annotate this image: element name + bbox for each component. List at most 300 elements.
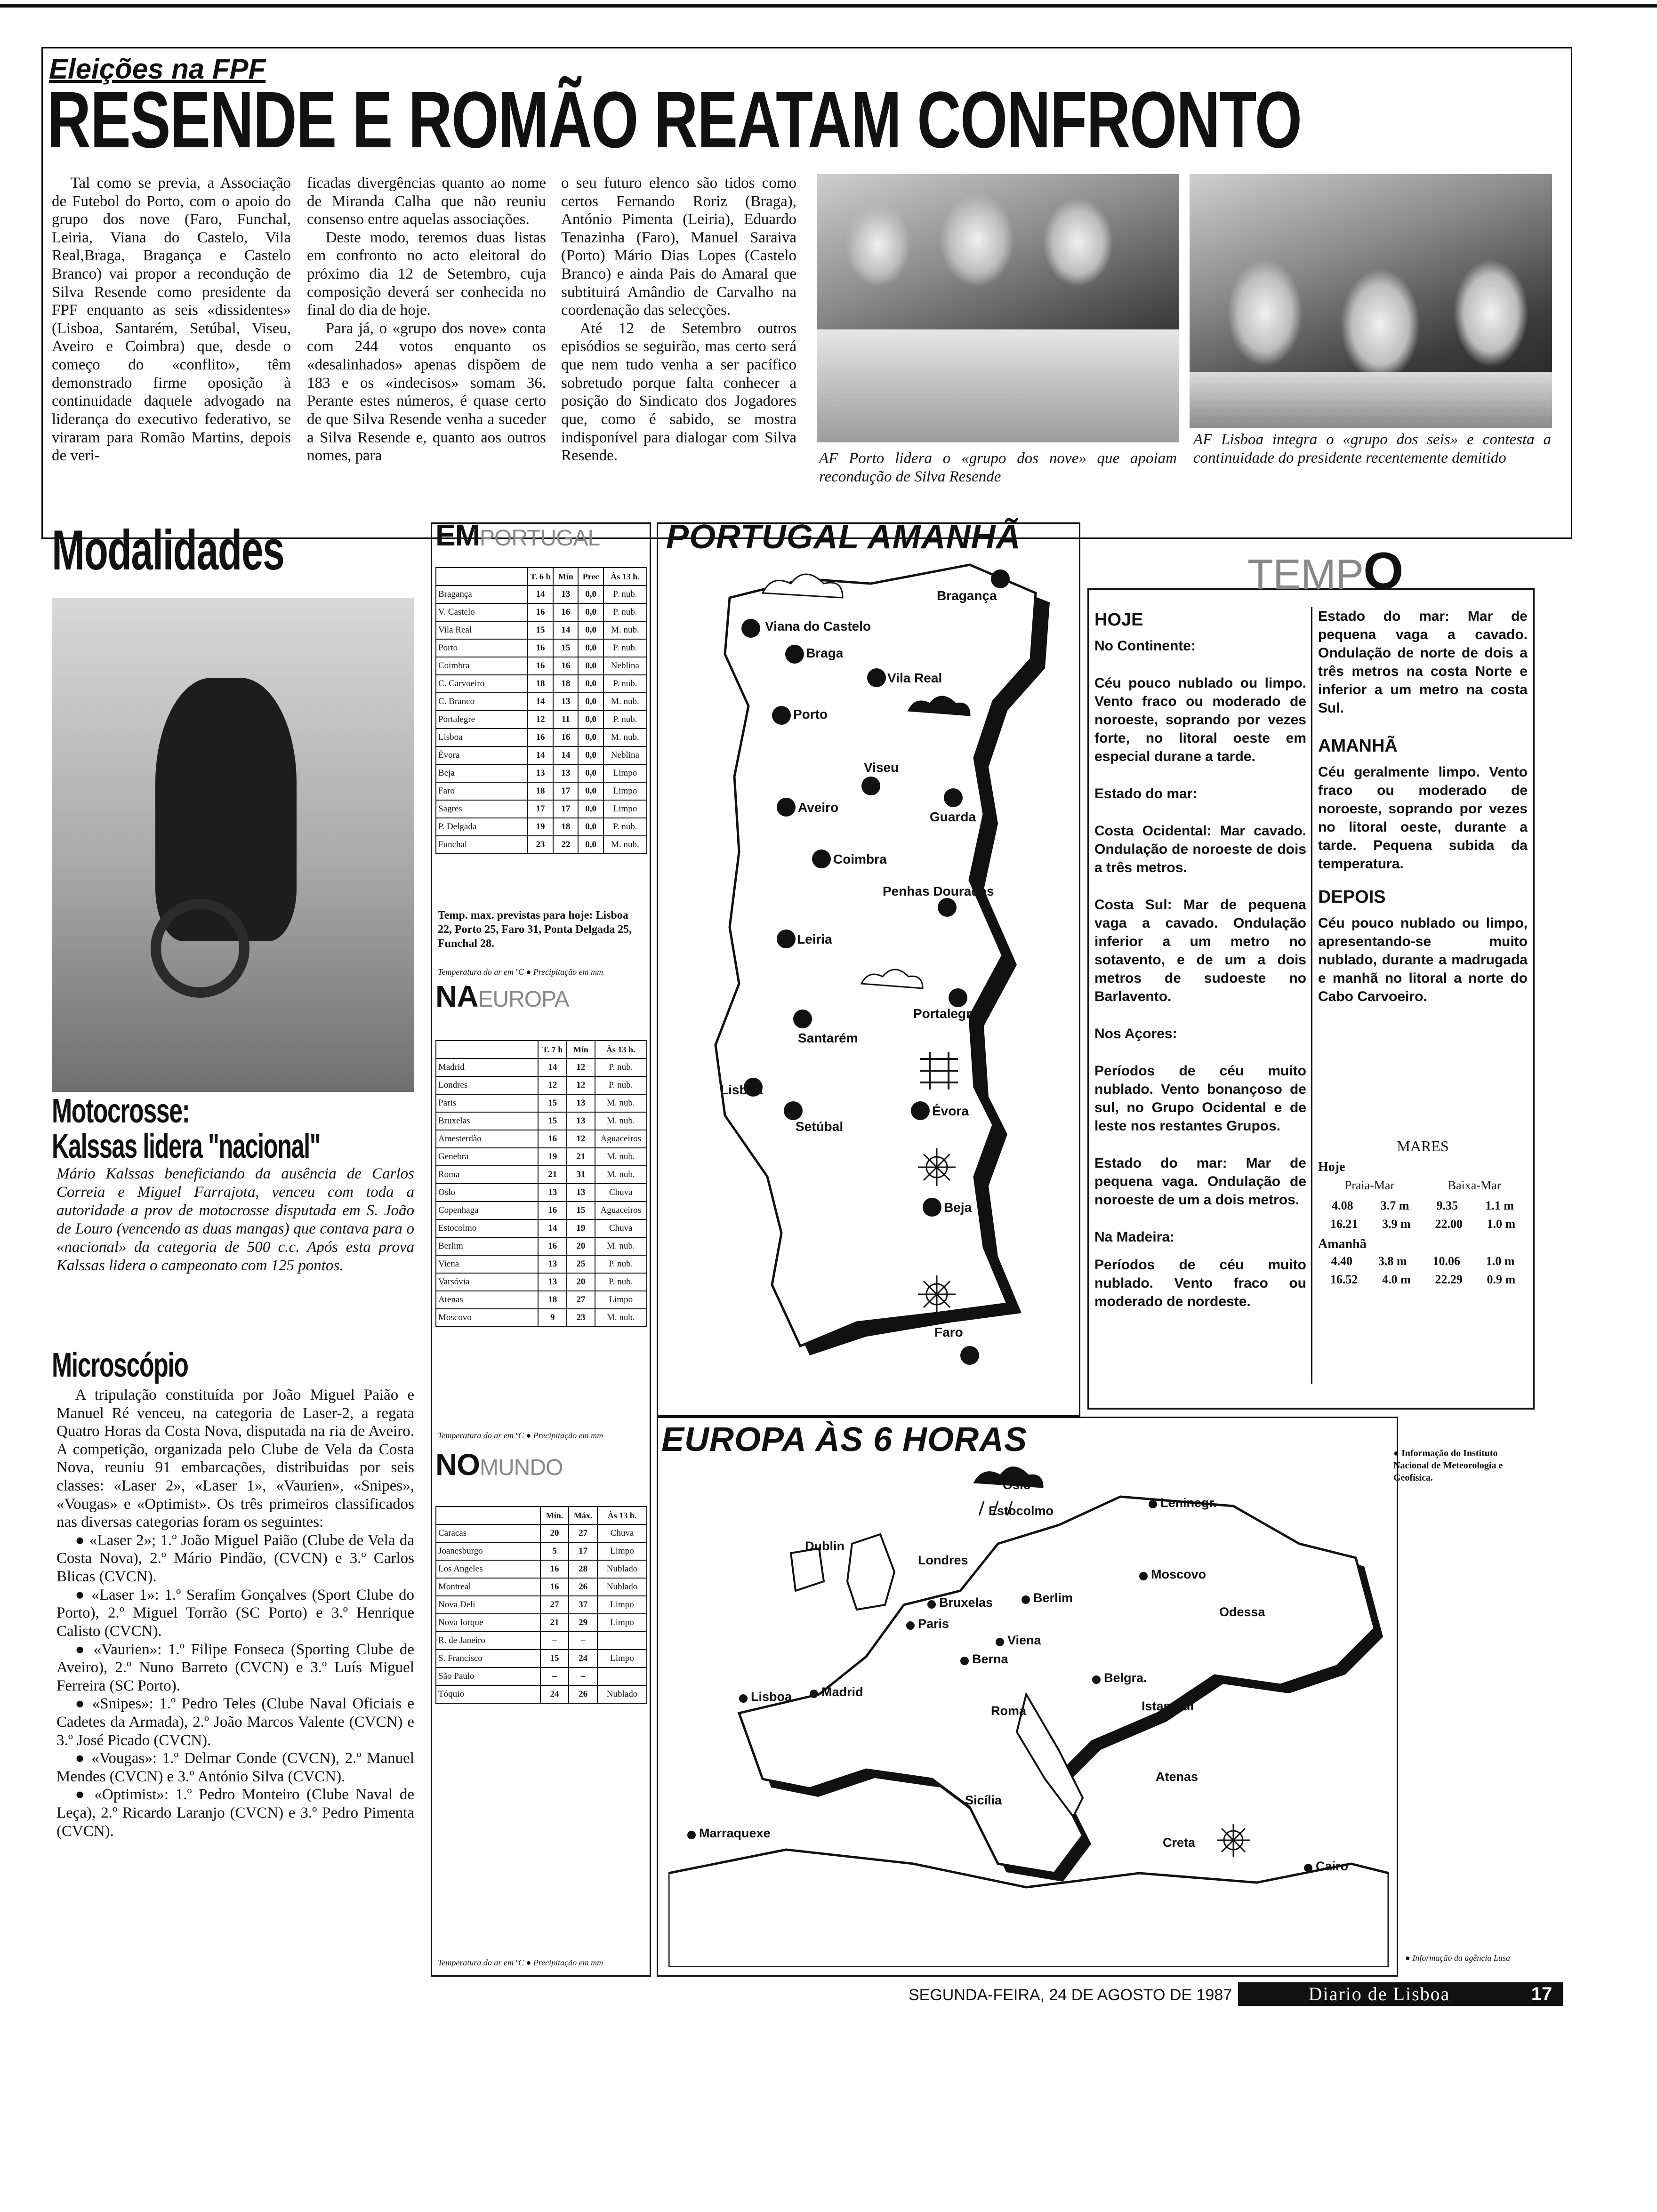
city-portalegre: Portalegre [913, 1006, 979, 1021]
motocrosse-title-1: Motocrosse: [52, 1092, 190, 1130]
city-santarem: Santarém [798, 1031, 858, 1045]
table-cell-city: Porto [436, 639, 528, 657]
eu-dot-madrid [810, 1690, 818, 1698]
table-portugal-header-cell: Prec [578, 568, 603, 585]
city-dot-viseu [861, 777, 880, 795]
city-viseu: Viseu [864, 760, 899, 775]
table-cell: 13 [567, 1112, 595, 1130]
city-dot-guarda [944, 788, 963, 807]
table-cell: Limpo [597, 1614, 647, 1632]
table-cell: Limpo [597, 1542, 647, 1560]
table-row [436, 1219, 647, 1237]
table-cell: M. nub. [595, 1112, 647, 1130]
table-row [436, 1130, 647, 1148]
table-row [436, 1650, 647, 1667]
table-cell: 25 [567, 1255, 595, 1273]
footer-masthead: Diario de Lisboa [1238, 1982, 1520, 2006]
table-cell-city: R. de Janeiro [436, 1632, 540, 1650]
article-col-3b: Até 12 de Setembro outros episódios se seguirão, mas certo será que nem tudo venha a ser pacífico sobretudo porque falta conhecer a posição do Sindicato dos Jogadores que, como é sabido, se mostra indisponível para dialogar com Silva Resende. [561, 320, 796, 465]
city-dot-vila-real [867, 668, 886, 687]
table-mundo-header-cell: Mín. [540, 1507, 569, 1524]
table-cell: 16 [553, 657, 578, 675]
table-cell: 14 [553, 746, 578, 764]
table-cell: P. nub. [595, 1076, 647, 1094]
mares-value: 22.29 [1435, 1273, 1463, 1286]
table-cell: 13 [538, 1255, 567, 1273]
table-cell: 0,0 [578, 603, 603, 621]
mares-baixa-mar: Baixa-Mar [1448, 1178, 1501, 1192]
table-cell: 0,0 [578, 621, 603, 639]
uk-island [847, 1534, 894, 1610]
table-cell-city: Atenas [436, 1291, 538, 1309]
ireland-island [791, 1548, 824, 1591]
table-row [436, 1524, 647, 1542]
table-cell: M. nub. [595, 1148, 647, 1166]
mares-value: 3.9 m [1382, 1217, 1411, 1231]
city-dot-penhas [938, 898, 957, 917]
table-cell: 0,0 [578, 693, 603, 711]
article-col-2a: ficadas divergências quanto ao nome de Miranda Calha que não reuniu consenso entre aquelas associações. [307, 175, 546, 228]
table-cell: P. nub. [603, 639, 647, 657]
table-row [436, 818, 647, 836]
table-cell: 0,0 [578, 746, 603, 764]
table-cell: 14 [538, 1058, 567, 1076]
table-cell-city: Sagres [436, 800, 528, 818]
table-cell-city: Bragança [436, 585, 528, 603]
photo-af-lisboa [1190, 174, 1552, 428]
table-europa-title [435, 979, 569, 1014]
tempo-title [1247, 541, 1403, 601]
table-europa-header [436, 1041, 647, 1058]
table-cell: 17 [569, 1542, 597, 1560]
tempo-continente-label: No Continente: [1094, 638, 1196, 654]
eu-city-cairo: Cairo [1316, 1859, 1349, 1873]
mares-block [1318, 1138, 1528, 1289]
table-cell: M. nub. [595, 1094, 647, 1112]
table-cell: Limpo [603, 764, 647, 782]
table-cell: Chuva [595, 1219, 647, 1237]
table-cell-city: Joanesburgo [436, 1542, 540, 1560]
table-row [436, 1148, 647, 1166]
motocrosse-title-2: Kalssas lidera "nacional" [52, 1128, 321, 1165]
table-cell: 0,0 [578, 675, 603, 693]
table-cell: 14 [538, 1219, 567, 1237]
table-cell: 24 [540, 1685, 569, 1703]
table-mundo-header [436, 1507, 647, 1524]
table-portugal-title-b: PORTUGAL [480, 526, 600, 551]
eu-dot-paris [906, 1621, 915, 1630]
table-portugal-header-cell: Mín [553, 568, 578, 585]
table-cell: Neblina [603, 746, 647, 764]
table-cell: 12 [538, 1076, 567, 1094]
mares-value: 16.52 [1330, 1273, 1358, 1286]
eu-dot-berna [960, 1657, 969, 1665]
mares-row [1318, 1196, 1528, 1215]
table-cell-city: Londres [436, 1076, 538, 1094]
table-cell: 16 [553, 729, 578, 746]
table-cell-city: Coimbra [436, 657, 528, 675]
table-cell: 12 [567, 1076, 595, 1094]
table-cell: 20 [567, 1237, 595, 1255]
table-europa-header-cell: Mín [567, 1041, 595, 1058]
portugal-map [659, 560, 1078, 1407]
table-row [436, 1291, 647, 1309]
table-portugal-header [436, 568, 647, 585]
mares-hoje-label: Hoje [1318, 1160, 1345, 1174]
table-cell: Chuva [597, 1524, 647, 1542]
table-cell: 27 [569, 1524, 597, 1542]
table-cell: 16 [538, 1130, 567, 1148]
table-cell: 13 [538, 1184, 567, 1202]
table-europa [435, 1040, 647, 1327]
table-portugal-body [436, 585, 647, 854]
eu-dot-viena [996, 1638, 1004, 1646]
city-lisboa: Lisboa [720, 1082, 763, 1097]
table-cell-city: C. Carvoeiro [436, 675, 528, 693]
tempo-title-b: O [1363, 542, 1403, 600]
table-cell-city: Faro [436, 782, 528, 800]
table-cell: 26 [569, 1578, 597, 1596]
table-cell: 21 [540, 1614, 569, 1632]
table-cell-city: Moscovo [436, 1309, 538, 1327]
table-cell: P. nub. [603, 603, 647, 621]
table-cell: 18 [528, 782, 554, 800]
table-cell: 12 [567, 1058, 595, 1076]
table-row [436, 1255, 647, 1273]
table-cell: Aguaceiros [595, 1130, 647, 1148]
table-europa-footnote: Temperatura do ar em ºC ● Precipitação em mm [438, 1431, 603, 1440]
table-cell: 13 [553, 585, 578, 603]
tempo-continente-text: Céu pouco nublado ou limpo. Vento fraco ou moderado de noroeste, soprando por vezes forte, no litoral oeste em especial durane a tarde. [1094, 675, 1306, 764]
table-europa-header-cell: T. 7 h [538, 1041, 567, 1058]
table-cell: 9 [538, 1309, 567, 1327]
table-cell: P. nub. [603, 711, 647, 729]
city-vila-real: Vila Real [887, 671, 942, 685]
table-cell: 16 [538, 1202, 567, 1219]
eu-city-belgrado: Belgra. [1104, 1671, 1147, 1685]
table-row [436, 836, 647, 854]
cloud-icon [763, 574, 843, 598]
eu-city-madrid: Madrid [821, 1685, 863, 1699]
table-cell [597, 1667, 647, 1685]
result-vaurien: ● «Vaurien»: 1.º Filipe Fonseca (Sporting Clube de Aveiro), 2.º Nuno Barreto (CVCN) e 3.º Luís Miguel Ferreira (SC Porto). [56, 1641, 414, 1694]
table-cell-city: Oslo [436, 1184, 538, 1202]
eu-city-atenas: Atenas [1156, 1770, 1199, 1784]
table-cell: 16 [528, 603, 554, 621]
section-modalidades: Modalidades [52, 519, 284, 582]
table-row [436, 711, 647, 729]
mares-amanha-rows [1318, 1252, 1528, 1289]
table-cell: 29 [569, 1614, 597, 1632]
mares-value: 1.0 m [1486, 1254, 1515, 1268]
motocrosse-text: Mário Kalssas beneficiando da ausência de Carlos Correia e Miguel Farrajota, venceu com toda a autoridade a prov de motocrosse disputada em S. João de Louro (vencendo as duas mangas) que contava para o «nacional» da categoria de 500 c.c. Após esta prova Kalssas lidera o campeonato com 125 pontos. [56, 1165, 414, 1274]
table-cell: P. nub. [595, 1273, 647, 1291]
table-cell: 0,0 [578, 818, 603, 836]
table-mundo-title-b: MUNDO [480, 1455, 563, 1480]
table-row [436, 764, 647, 782]
footer-date: SEGUNDA-FEIRA, 24 DE AGOSTO DE 1987 [909, 1986, 1232, 2004]
top-rule [0, 4, 1657, 8]
table-cell: 26 [569, 1685, 597, 1703]
table-row [436, 1202, 647, 1219]
photo-bike-wheel [151, 899, 249, 998]
table-portugal-title [435, 518, 600, 553]
table-cell: 11 [553, 711, 578, 729]
table-portugal [435, 567, 647, 854]
table-cell: 0,0 [578, 764, 603, 782]
table-cell: 13 [528, 764, 554, 782]
table-cell: 20 [567, 1273, 595, 1291]
tempo-costa-ocidental: Costa Ocidental: Mar cavado. Ondulação de noroeste de dois a três metros. [1094, 823, 1306, 875]
table-cell: 23 [528, 836, 554, 854]
table-europa-title-b: EUROPA [478, 987, 569, 1012]
city-evora: Évora [932, 1104, 969, 1118]
table-cell: Nublado [597, 1685, 647, 1703]
table-cell: P. nub. [603, 818, 647, 836]
table-cell: 23 [567, 1309, 595, 1327]
table-row [436, 1184, 647, 1202]
table-cell: 24 [569, 1650, 597, 1667]
table-row [436, 585, 647, 603]
table-cell-city: São Paulo [436, 1667, 540, 1685]
footer-page-number: 17 [1520, 1982, 1563, 2006]
table-row [436, 1667, 647, 1685]
article-headline: RESENDE E ROMÃO REATAM CONFRONTO [47, 75, 1302, 165]
table-cell: 37 [569, 1596, 597, 1614]
city-dot-faro [960, 1346, 979, 1365]
sun-icon [918, 1148, 956, 1186]
result-vougas: ● «Vougas»: 1.º Delmar Conde (CVCN), 2.º Manuel Mendes (CVCN) e 3.º António Silva (CVCN). [56, 1750, 414, 1785]
mares-praia-mar: Praia-Mar [1344, 1178, 1395, 1192]
mares-value: 3.8 m [1378, 1254, 1407, 1268]
mares-row [1318, 1270, 1528, 1289]
city-dot-beja [923, 1198, 941, 1217]
article-col-2 [307, 174, 546, 465]
portugal-map-title: PORTUGAL AMANHÃ [666, 518, 1021, 556]
table-cell: P. nub. [595, 1255, 647, 1273]
photo-rider [155, 678, 297, 941]
table-row [436, 1542, 647, 1560]
article-col-3 [561, 174, 796, 465]
table-cell: M. nub. [595, 1309, 647, 1327]
table-europa-body [436, 1058, 647, 1327]
table-row [436, 1685, 647, 1703]
table-cell: 13 [553, 764, 578, 782]
mares-value: 3.7 m [1380, 1199, 1409, 1212]
article-col-1-text: Tal como se previa, a Associação de Futebol do Porto, com o apoio do grupo dos nove (Faro, Funchal, Leiria, Viana do Castelo, Vila Real,Braga, Bragança e Castelo Branco) vai propor a recondução de Silva Resende como presidente da FPF enquanto as seis «dissidentes» (Lisboa, Santarém, Setúbal, Viseu, Aveiro e Coimbra) que, desde o começo do «conflito», têm demonstrado firme oposição à continuidade daquele advogado na liderança do executivo federativo, se viraram para Romão Martins, depois de veri- [52, 175, 291, 465]
table-cell: Nublado [597, 1560, 647, 1578]
table-cell: 16 [528, 639, 554, 657]
eu-city-istambul: Istambul [1142, 1699, 1194, 1713]
photo-figure [1043, 198, 1113, 287]
city-dot-porto [772, 706, 791, 725]
tempo-costa-sul: Costa Sul: Mar de pequena vaga a cavado. Ondulação inferior a um metro no sotavento, e de um a dois metros de sudoeste no Barlavento. [1094, 897, 1306, 1004]
microscopio-intro: A tripulação constituída por João Miguel Paião e Manuel Ré venceu, na categoria de Laser-2, a regata Quatro Horas da Costa Nova, disputada na ria de Aveiro. A competição, organizada pelo Clube de Vela da Costa Nova, reuniu 91 embarcações, distribuidas por seis classes: «Laser 2», «Laser 1», «Vaurien», «Snipes», «Vougas» e «Optimist». Os três primeiros classificados nas diversas categorias foram os seguintes: [56, 1387, 414, 1531]
table-cell: 15 [567, 1202, 595, 1219]
table-cell: 15 [538, 1112, 567, 1130]
table-cell: M. nub. [595, 1166, 647, 1184]
table-cell: Limpo [603, 800, 647, 818]
table-mundo-header-cell: Máx. [569, 1507, 597, 1524]
eu-city-lisboa: Lisboa [751, 1690, 792, 1704]
table-cell-city: Estocolmo [436, 1219, 538, 1237]
table-cell-city: Tóquio [436, 1685, 540, 1703]
eu-city-moscovo: Moscovo [1151, 1567, 1207, 1581]
table-cell: 14 [528, 693, 554, 711]
photo-figure [1340, 268, 1420, 381]
table-cell-city: Lisboa [436, 729, 528, 746]
eu-dot-bruxelas [927, 1600, 936, 1609]
table-mundo-title [435, 1447, 563, 1482]
table-portugal-header-cell: T. 6 h [528, 568, 554, 585]
mares-value: 22.00 [1435, 1217, 1463, 1231]
table-cell: M. nub. [603, 693, 647, 711]
table-cell-city: Viena [436, 1255, 538, 1273]
table-portugal-footnote: Temperatura do ar em ºC ● Precipitação em mm [438, 967, 603, 977]
table-cell: 21 [538, 1166, 567, 1184]
table-cell-city: C. Branco [436, 693, 528, 711]
table-cell: 18 [553, 675, 578, 693]
table-cell-city: P. Delgada [436, 818, 528, 836]
tempo-divider [1311, 607, 1312, 1384]
table-cell: Chuva [595, 1184, 647, 1202]
europe-map-title: EUROPA ÀS 6 HORAS [661, 1421, 1028, 1459]
table-row [436, 621, 647, 639]
table-cell: 15 [528, 621, 554, 639]
city-setubal: Setúbal [796, 1119, 844, 1134]
eu-dot-marraquexe [687, 1831, 696, 1839]
table-row [436, 657, 647, 675]
city-guarda: Guarda [930, 809, 976, 824]
table-cell: P. nub. [603, 585, 647, 603]
mares-header [1318, 1178, 1528, 1193]
table-cell: 19 [538, 1148, 567, 1166]
table-cell: 0,0 [578, 657, 603, 675]
sun-icon [918, 1275, 956, 1313]
table-cell: 16 [553, 603, 578, 621]
table-cell: M. nub. [603, 836, 647, 854]
table-cell: 13 [538, 1273, 567, 1291]
city-leiria: Leiria [797, 932, 832, 946]
photo-table [1190, 372, 1552, 428]
result-laser1: ● «Laser 1»: 1.º Serafim Gonçalves (Sport Clube do Porto), 2.º Miguel Torrão (SC Porto) e 3.º Henrique Calisto (CVCN). [56, 1586, 414, 1640]
table-cell-city: V. Castelo [436, 603, 528, 621]
table-cell: 0,0 [578, 639, 603, 657]
table-cell-city: S. Francisco [436, 1650, 540, 1667]
city-dot-leiria [777, 930, 796, 948]
mares-value: 4.0 m [1382, 1273, 1411, 1286]
table-cell: 16 [538, 1237, 567, 1255]
table-cell: 17 [553, 782, 578, 800]
table-cell-city: Varsóvia [436, 1273, 538, 1291]
eu-city-estocolmo: Estocolmo [989, 1504, 1054, 1518]
table-cell-city: Beja [436, 764, 528, 782]
mares-value: 10.06 [1432, 1254, 1460, 1268]
table-cell: 0,0 [578, 729, 603, 746]
table-cell: 15 [540, 1650, 569, 1667]
eu-city-viena: Viena [1007, 1633, 1041, 1647]
caption-af-lisboa: AF Lisboa integra o «grupo dos seis» e contesta a continuidade do presidente recentemente demitido [1193, 431, 1551, 466]
table-cell: 14 [553, 621, 578, 639]
microscopio-title: Microscópio [52, 1346, 188, 1384]
table-portugal-header-cell: Às 13 h. [603, 568, 647, 585]
eu-dot-belgrado [1092, 1675, 1101, 1684]
table-portugal-note: Temp. max. previstas para hoje: Lisboa 22, Porto 25, Faro 31, Ponta Delgada 25, Funchal 28. [438, 909, 632, 950]
table-mundo-title-a: NO [435, 1448, 480, 1482]
tempo-acores-label: Nos Açores: [1094, 1026, 1177, 1042]
table-cell: – [540, 1632, 569, 1650]
sun-icon [1217, 1824, 1250, 1857]
tempo-acores-text: Períodos de céu muito nublado. Vento bonançoso de sul, no Grupo Ocidental e de leste nos restantes Grupos. [1094, 1063, 1306, 1134]
tempo-credit: ● Informação do Instituto Nacional de Meteorologia e Geofísica. [1393, 1448, 1503, 1483]
table-cell: 16 [528, 657, 554, 675]
table-mundo-footnote: Temperatura do ar em ºC ● Precipitação em mm [438, 1958, 603, 1967]
caption-af-porto: AF Porto lidera o «grupo dos nove» que apoiam recondução de Silva Resende [819, 450, 1177, 485]
table-row [436, 800, 647, 818]
mares-value: 1.1 m [1485, 1199, 1514, 1212]
table-cell: M. nub. [603, 729, 647, 746]
europe-map-credit: ● Informação da agência Lusa [1405, 1953, 1510, 1963]
tempo-title-a: TEMP [1247, 551, 1364, 598]
eu-city-creta: Creta [1163, 1835, 1196, 1850]
tempo-madeira-label: Na Madeira: [1094, 1229, 1175, 1245]
photo-figure [939, 193, 1014, 287]
table-cell: 27 [540, 1596, 569, 1614]
tempo-acores-mar: Estado do mar: Mar de pequena vaga. Ondulação de noroeste de um a dois metros. [1094, 1155, 1306, 1208]
table-cell: 22 [553, 836, 578, 854]
table-row [436, 1614, 647, 1632]
table-cell: P. nub. [603, 675, 647, 693]
city-dot-braganca [991, 569, 1010, 588]
eu-city-berlim: Berlim [1033, 1591, 1073, 1605]
microscopio-body [56, 1386, 414, 1840]
mares-value: 0.9 m [1487, 1273, 1516, 1286]
table-cell: 17 [553, 800, 578, 818]
photo-af-porto [817, 174, 1179, 442]
table-cell-city: Roma [436, 1166, 538, 1184]
article-col-3a: o seu futuro elenco são tidos como certos Fernando Roriz (Braga), António Pimenta (Leiria), Eduardo Tenazinha (Faro), Manuel Saraiva (Porto) Mário Dias Lopes (Castelo Branco) e ainda Pais do Amaral que subtituirá Amândio de Carvalho na coordenação das selecções. [561, 175, 796, 319]
tempo-hoje-heading: HOJE [1094, 610, 1143, 630]
city-braga: Braga [806, 646, 844, 660]
city-faro: Faro [934, 1325, 963, 1339]
city-dot-portalegre [949, 988, 967, 1007]
mares-value: 4.40 [1331, 1254, 1352, 1268]
table-cell: 15 [538, 1094, 567, 1112]
eu-city-londres: Londres [918, 1553, 968, 1567]
table-cell: 0,0 [578, 836, 603, 854]
table-cell: 13 [553, 693, 578, 711]
table-row [436, 1632, 647, 1650]
city-dot-coimbra [812, 850, 831, 868]
photo-table [817, 329, 1179, 442]
table-cell-city: Caracas [436, 1524, 540, 1542]
table-cell: 15 [553, 639, 578, 657]
table-cell-city: Copenhaga [436, 1202, 538, 1219]
table-cell: 14 [528, 746, 554, 764]
tempo-mar-label: Estado do mar: [1094, 786, 1198, 801]
mares-value: 9.35 [1436, 1199, 1458, 1212]
table-cell: 14 [528, 585, 554, 603]
eu-city-bruxelas: Bruxelas [939, 1595, 993, 1610]
mares-value: 16.21 [1330, 1217, 1358, 1231]
table-row [436, 693, 647, 711]
eu-city-marraquexe: Marraquexe [699, 1826, 771, 1840]
article-col-2b: Deste modo, teremos duas listas em confronto no acto eleitoral do próximo dia 12 de Setembro, cuja composição deverá ser conhecida no final do dia de hoje. [307, 229, 546, 319]
table-europa-header-cell [436, 1041, 538, 1058]
table-row [436, 639, 647, 657]
table-cell: P. nub. [595, 1058, 647, 1076]
tempo-right [1318, 607, 1528, 1289]
